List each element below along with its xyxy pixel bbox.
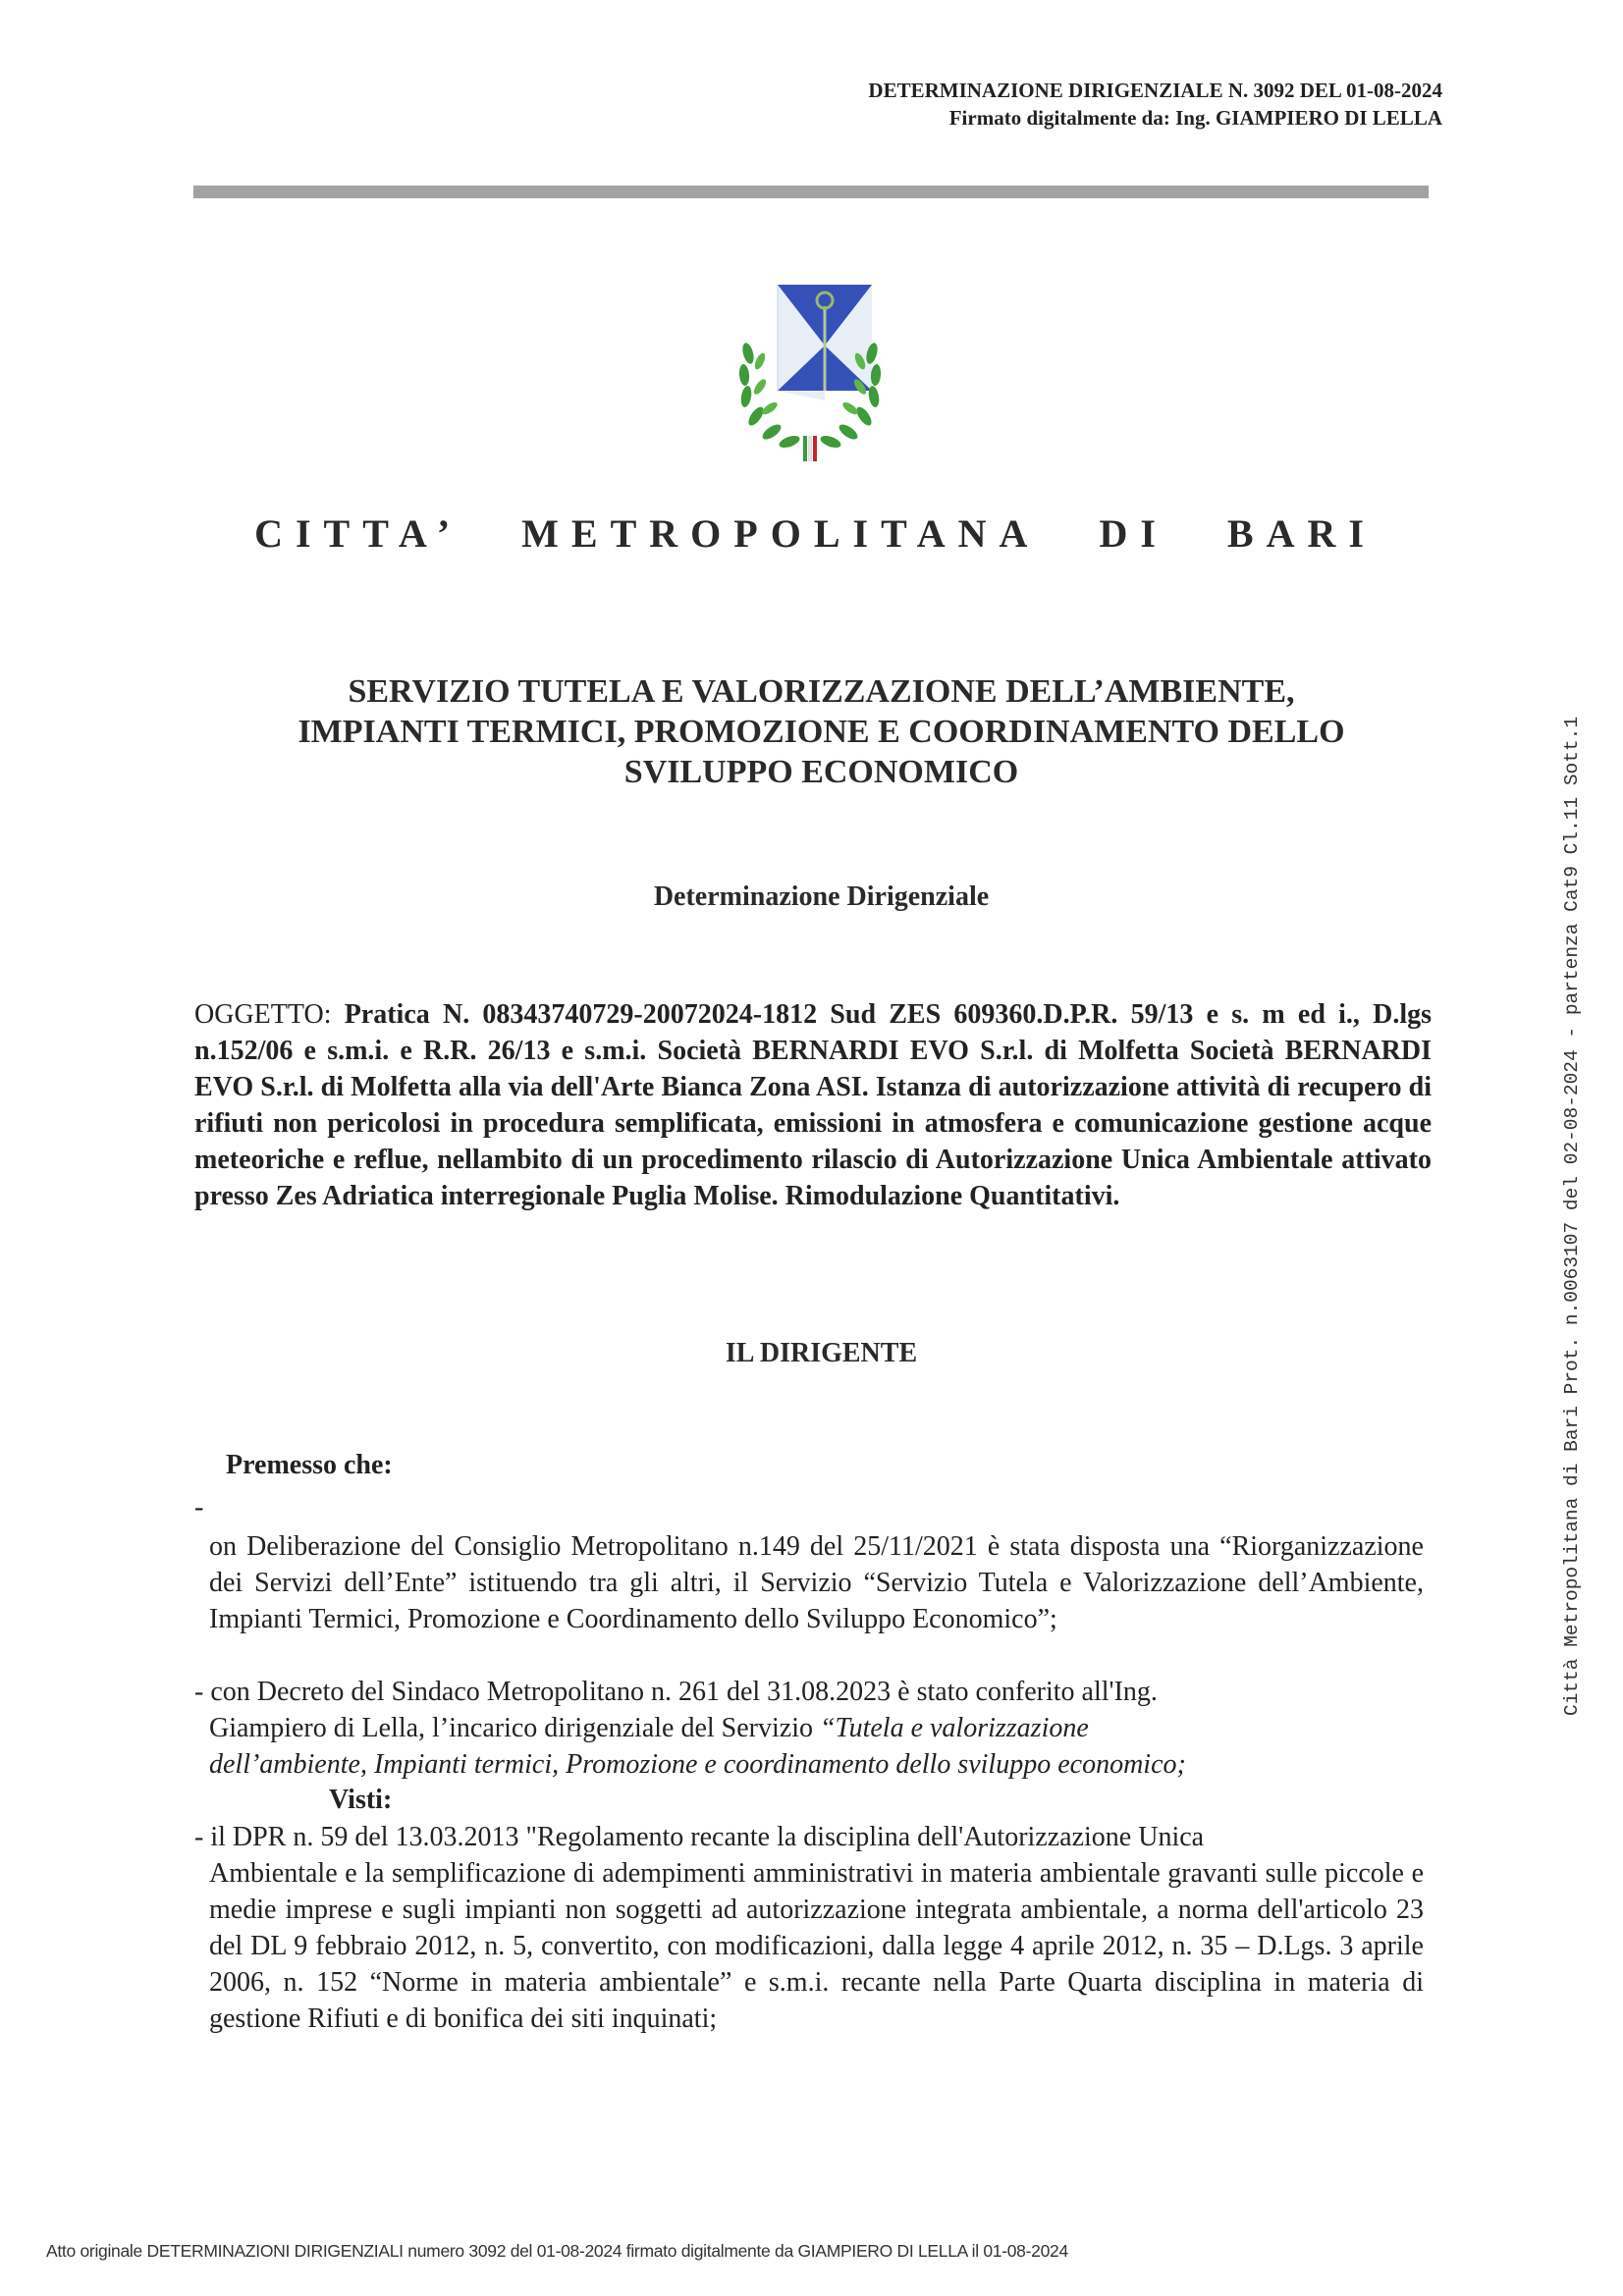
service-heading (0, 671, 1623, 792)
city-word: METROPOLITANA (521, 511, 1041, 556)
city-word: BARI (1226, 511, 1377, 556)
premesso-item-line: - con Decreto del Sindaco Metropolitano n. 261 del 31.08.2023 è stato conferito all'Ing. (194, 1677, 1158, 1707)
institution-name (0, 510, 1623, 557)
premesso-item (194, 1674, 1424, 1783)
visti-item-first-line: - il DPR n. 59 del 13.03.2013 "Regolamento recante la disciplina dell'Autorizzazione Unica (194, 1822, 1205, 1852)
document-type: Determinazione Dirigenziale (653, 881, 990, 912)
subject-block (194, 996, 1432, 1214)
dirigente-heading: IL DIRIGENTE (725, 1338, 918, 1368)
visti-item-rest: Ambientale e la semplificazione di adempimenti amministrativi in materia ambientale gravanti sulle piccole e medie imprese e sugli impianti non soggetti ad autorizzazione integrata ambientale, a norma dell'articolo 23 del DL 9 febbraio 2012, n. 5, convertito, con modificazioni, dalla legge 4 aprile 2012, n. 35 – D.Lgs. 3 aprile 2006, n. 152 “Norme in materia ambientale” e s.m.i. recante nella Parte Quarta disciplina in materia di gestione Rifiuti e di bonifica dei siti inquinati; (209, 1858, 1424, 2034)
protocol-stamp: Città Metropolitana di Bari Prot. n.0063107 del 02-08-2024 - partenza Cat9 Cl.11 Sott.1 (1561, 716, 1583, 1716)
header-divider (193, 186, 1429, 198)
city-word: CITTA’ (254, 511, 463, 556)
service-line: IMPIANTI TERMICI, PROMOZIONE E COORDINAMENTO DELLO (298, 714, 1345, 750)
premesso-item: on Deliberazione del Consiglio Metropolitano n.149 del 25/11/2021 è stata disposta una “Riorganizzazione dei Servizi dell’Ente” istituendo tra gli altri, il Servizio “Servizio Tutela e Valorizzazione dell’Ambiente, Impianti Termici, Promozione e Coordinamento dello Sviluppo Economico”; (209, 1531, 1424, 1634)
premesso-heading: Premesso che: (226, 1450, 393, 1480)
visti-item (194, 1819, 1424, 2037)
footer-note: Atto originale DETERMINAZIONI DIRIGENZIALI numero 3092 del 01-08-2024 firmato digitalmente da GIAMPIERO DI LELLA il 01-08-2024 (46, 2241, 1068, 2261)
determination-number: DETERMINAZIONE DIRIGENZIALE N. 3092 DEL 01-08-2024 (868, 79, 1442, 102)
signature-stamp (868, 77, 1442, 132)
text-span: Giampiero di Lella, l’incarico dirigenziale del Servizio (209, 1713, 820, 1743)
service-line: SVILUPPO ECONOMICO (623, 754, 1019, 790)
city-word: DI (1099, 511, 1168, 556)
premesso-item-line (194, 1710, 1424, 1746)
list-dash: - (194, 1492, 204, 1522)
coat-of-arms-icon (727, 265, 893, 481)
text-span-italic: “Tutela e valorizzazione (819, 1713, 1089, 1743)
visti-heading: Visti: (329, 1785, 393, 1815)
service-line: SERVIZIO TUTELA E VALORIZZAZIONE DELL’AMBIENTE, (348, 673, 1295, 710)
subject-label: OGGETTO: (194, 999, 332, 1030)
premesso-item-line: dell’ambiente, Impianti termici, Promozione e coordinamento dello sviluppo economico; (209, 1749, 1186, 1780)
digital-signature: Firmato digitalmente da: Ing. GIAMPIERO DI LELLA (948, 106, 1442, 130)
subject-text: Pratica N. 08343740729-20072024-1812 Sud ZES 609360.D.P.R. 59/13 e s. m ed i., D.lgs n.152/06 e s.m.i. e R.R. 26/13 e s.m.i. Società BERNARDI EVO S.r.l. di Molfetta Società BERNARDI EVO S.r.l. di Molfetta alla via dell'Arte Bianca Zona ASI. Istanza di autorizzazione attività di recupero di rifiuti non pericolosi in procedura semplificata, emissioni in atmosfera e comunicazione gestione acque meteoriche e reflue, nellambito di un procedimento rilascio di Autorizzazione Unica Ambientale attivato presso Zes Adriatica interregionale Puglia Molise. Rimodulazione Quantitativi. (194, 999, 1433, 1211)
